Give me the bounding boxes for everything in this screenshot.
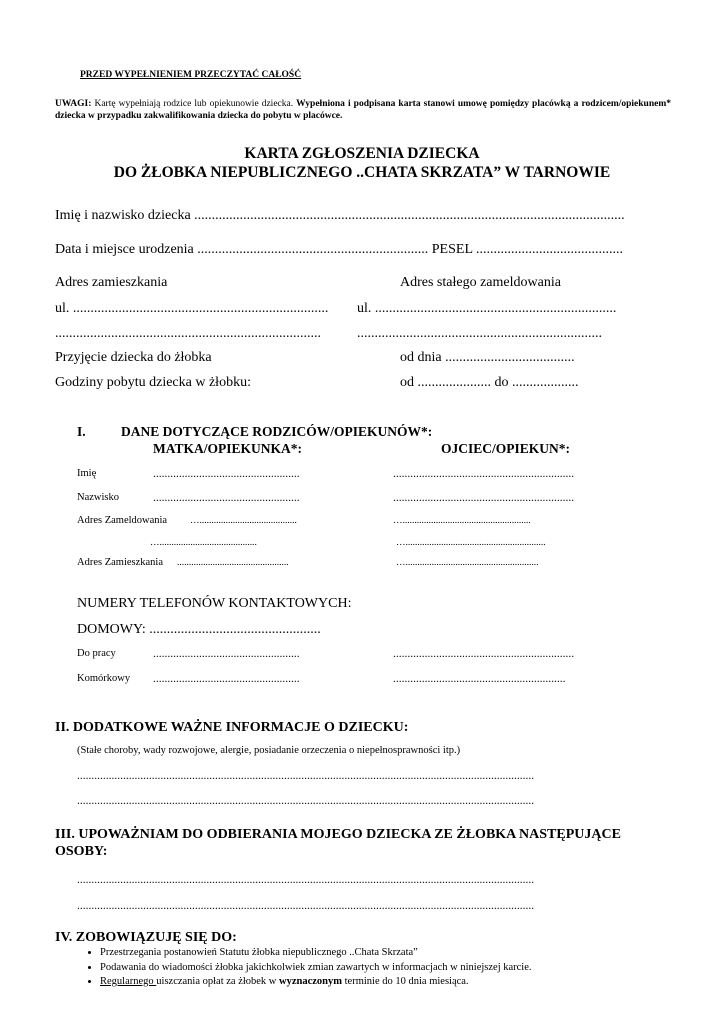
section1-number: I.: [77, 424, 86, 439]
last-name-label: Nazwisko: [77, 492, 119, 503]
mother-mobile-phone-field[interactable]: ...................................................: [153, 673, 300, 685]
child-birth-pesel-field[interactable]: Data i miejsce urodzenia .................................................................. PESEL ..........................................: [55, 242, 623, 257]
father-last-name-field[interactable]: ...............................................................: [393, 492, 575, 504]
admission-label: Przyjęcie dziecka do żłobka: [55, 350, 212, 365]
father-registration-address-line2[interactable]: …...........................................................: [396, 538, 546, 548]
mother-residence-address-field[interactable]: ...............................................: [177, 558, 289, 568]
address-registration-label: Adres stałego zameldowania: [400, 275, 561, 290]
form-title-line1: KARTA ZGŁOSZENIA DZIECKA: [244, 145, 480, 162]
section1-title: DANE DOTYCZĄCE RODZICÓW/OPIEKUNÓW*:: [121, 424, 433, 439]
work-phone-label: Do pracy: [77, 648, 116, 659]
residence-address-label: Adres Zamieszkania: [77, 557, 164, 568]
form-title-line2: DO ŻŁOBKA NIEPUBLICZNEGO ..CHATA SKRZATA” W TARNOWIE: [113, 164, 611, 181]
obligation-bold: wyznaczonym: [279, 976, 343, 987]
header-instruction: PRZED WYPEŁNIENIEM PRZECZYTAĆ CAŁOŚĆ: [80, 70, 302, 80]
first-name-label: Imię: [77, 468, 97, 479]
obligation-item: [100, 975, 700, 990]
father-column-header: OJCIEC/OPIEKUN*:: [441, 441, 571, 456]
section3-title-line2: OSOBY:: [55, 844, 108, 859]
contact-phones-heading: NUMERY TELEFONÓW KONTAKTOWYCH:: [77, 596, 352, 611]
father-mobile-phone-field[interactable]: ............................................................: [393, 673, 566, 685]
section2-title: II. DODATKOWE WAŻNE INFORMACJE O DZIECKU:: [55, 720, 409, 735]
admission-date-field[interactable]: od dnia .....................................: [400, 350, 575, 365]
home-phone-field[interactable]: DOMOWY: .................................................: [77, 622, 321, 637]
mother-registration-address-line2[interactable]: ….........................................: [150, 538, 257, 548]
section4-title: IV. ZOBOWIĄZUJĘ SIĘ DO:: [55, 930, 237, 945]
note-label: UWAGI:: [55, 99, 92, 109]
mother-column-header: MATKA/OPIEKUNKA*:: [153, 441, 302, 456]
authorized-persons-line1[interactable]: ...............................................................................................................................................................: [77, 874, 535, 886]
obligation-underlined: Regularnego: [100, 976, 157, 987]
mother-work-phone-field[interactable]: ...................................................: [153, 648, 300, 660]
obligation-text: uiszczania opłat za żłobek w: [156, 976, 280, 987]
father-work-phone-field[interactable]: ...............................................................: [393, 648, 575, 660]
street-residence-field[interactable]: ul. .........................................................................: [55, 301, 329, 316]
address-residence-line2[interactable]: ............................................................................: [55, 326, 321, 341]
address-registration-line2[interactable]: ......................................................................: [357, 326, 602, 341]
mother-registration-address-field[interactable]: ….........................................: [190, 516, 297, 526]
section3-title-line1: III. UPOWAŻNIAM DO ODBIERANIA MOJEGO DZIECKA ZE ŻŁOBKA NASTĘPUJĄCE: [55, 827, 621, 842]
father-registration-address-field[interactable]: …......................................................: [393, 516, 531, 526]
section2-hint: (Stałe choroby, wady rozwojowe, alergie, posiadanie orzeczenia o niepełnosprawności itp.): [77, 745, 461, 756]
address-residence-label: Adres zamieszkania: [55, 275, 168, 290]
additional-info-line2[interactable]: ...............................................................................................................................................................: [77, 795, 535, 807]
hours-label: Godziny pobytu dziecka w żłobku:: [55, 375, 251, 390]
obligations-list: [75, 946, 700, 990]
note-paragraph: [55, 98, 671, 122]
mother-first-name-field[interactable]: ...................................................: [153, 468, 300, 480]
father-first-name-field[interactable]: ...............................................................: [393, 468, 575, 480]
mobile-phone-label: Komórkowy: [77, 673, 131, 684]
note-text-bold: Wypełniona i podpisana karta stanowi umowę pomiędzy placówką a rodzicem/opiekunem* dziecka w przypadku zakwalifikowania dziecka do pobytu w placówce.: [55, 99, 671, 121]
father-residence-address-field[interactable]: …........................................................: [396, 558, 539, 568]
note-text: Kartę wypełniają rodzice lub opiekunowie dziecka.: [91, 99, 297, 109]
child-name-field[interactable]: Imię i nazwisko dziecka ...........................................................................................................................: [55, 208, 625, 223]
additional-info-line1[interactable]: ...............................................................................................................................................................: [77, 770, 535, 782]
authorized-persons-line2[interactable]: ...............................................................................................................................................................: [77, 900, 535, 912]
registration-address-label: Adres Zameldowania: [77, 515, 168, 526]
street-registration-field[interactable]: ul. .....................................................................: [357, 301, 617, 316]
mother-last-name-field[interactable]: ...................................................: [153, 492, 300, 504]
obligation-item: • Podawania do wiadomości żłobka jakichkolwiek zmian zawartych w informacjach w niniejszej karcie.: [100, 961, 700, 976]
hours-range-field[interactable]: od ..................... do ...................: [400, 375, 579, 390]
obligation-text-end: terminie do 10 dnia miesiąca.: [342, 976, 469, 987]
obligation-item: • Przestrzegania postanowień Statutu żłobka niepublicznego ..Chata Skrzata”: [100, 946, 700, 961]
